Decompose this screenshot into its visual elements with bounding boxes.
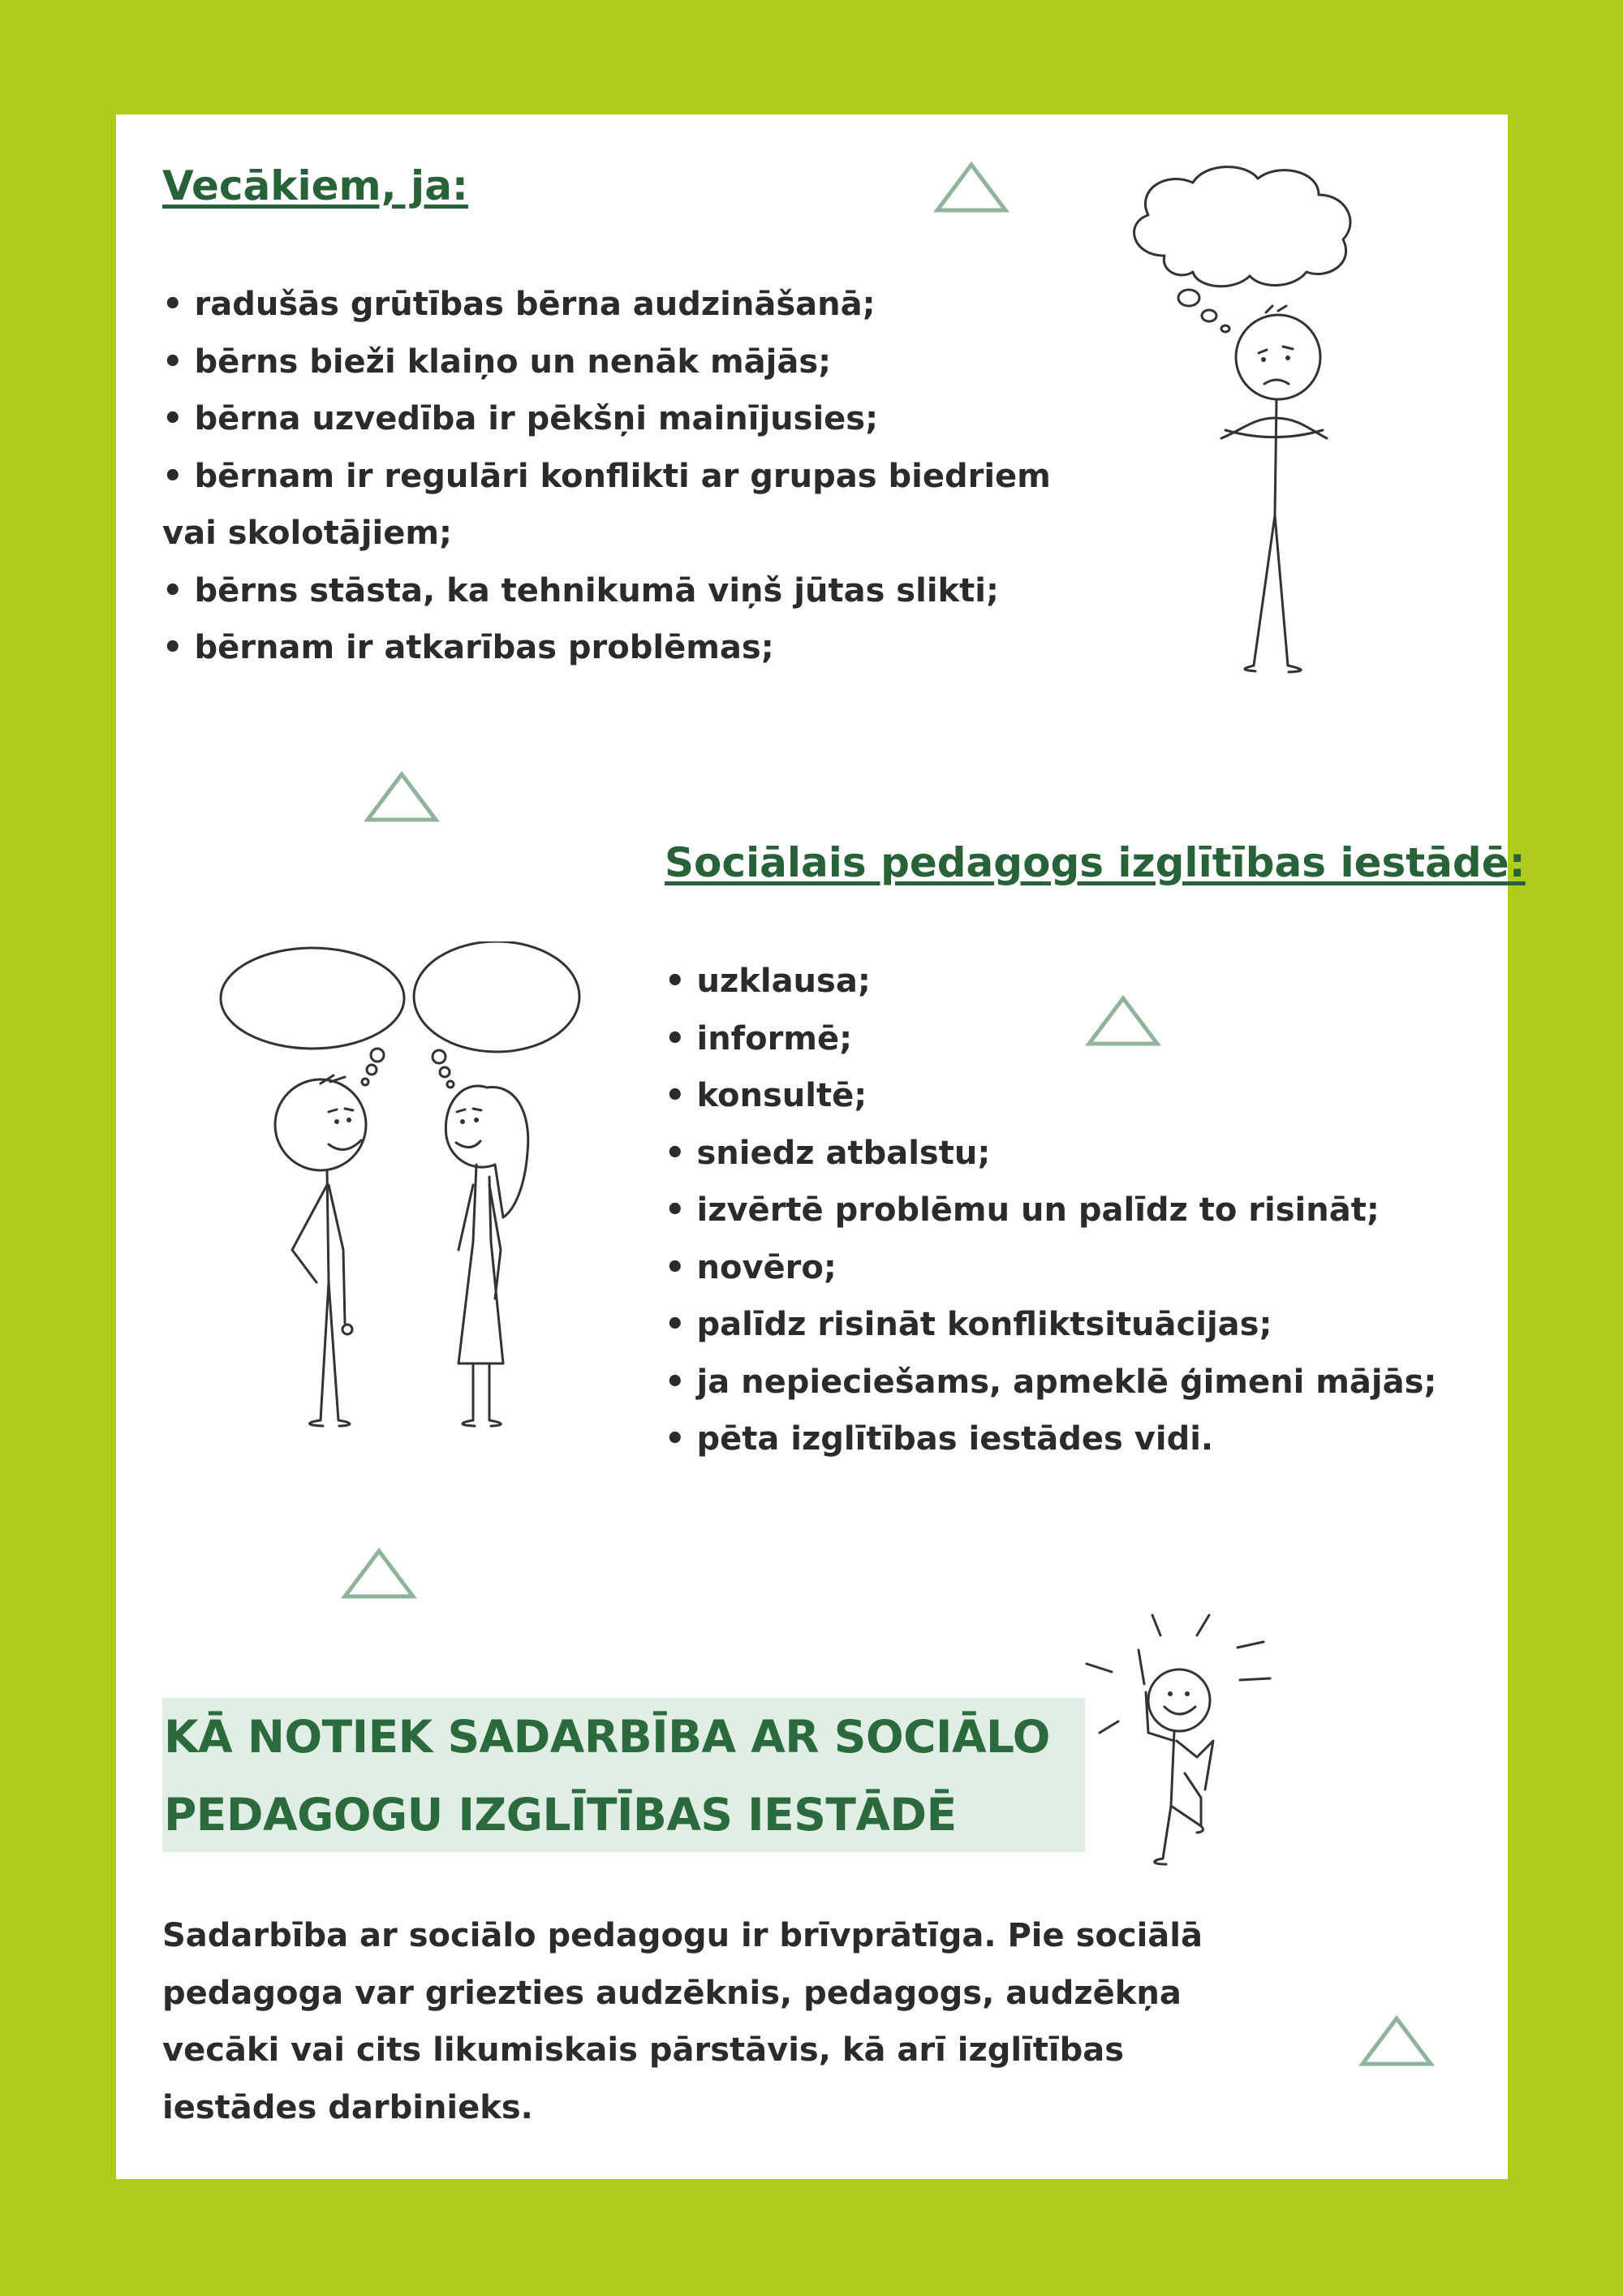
cooperation-paragraph bbox=[162, 1907, 1203, 2136]
social-pedagogue-heading: Sociālais pedagogs izglītības iestādē: bbox=[665, 839, 1526, 886]
list-item: • ja nepieciešams, apmeklē ģimeni mājās; bbox=[665, 1363, 1437, 1401]
happy-stick-figure-icon bbox=[1083, 1611, 1278, 1895]
list-item: • palīdz risināt konfliktsituācijas; bbox=[665, 1306, 1272, 1343]
list-item: • bērna uzvedība ir pēkšņi mainījusies; bbox=[162, 400, 879, 437]
cooperation-title-line: PEDAGOGU IZGLĪTĪBAS IESTĀDĒ bbox=[164, 1789, 957, 1841]
list-item: • konsultē; bbox=[665, 1077, 867, 1114]
list-item: • bērnam ir regulāri konflikti ar grupas biedriem bbox=[162, 457, 1051, 495]
list-item: • informē; bbox=[665, 1019, 853, 1058]
parents-heading: Vecākiem, ja: bbox=[162, 162, 468, 209]
thinking-stick-figure-icon bbox=[1116, 158, 1375, 686]
list-item: vai skolotājiem; bbox=[162, 515, 453, 552]
list-item: • pēta izglītības iestādes vidi. bbox=[665, 1420, 1214, 1458]
paragraph-line: pedagoga var griezties audzēknis, pedagogs, audzēkņa bbox=[162, 1974, 1182, 2012]
triangle-icon bbox=[1358, 2014, 1435, 2068]
cooperation-title bbox=[162, 1698, 1085, 1852]
triangle-icon bbox=[341, 1547, 417, 1600]
talking-stick-figures-icon bbox=[215, 941, 596, 1437]
list-item: • novēro; bbox=[665, 1248, 837, 1286]
triangle-icon bbox=[933, 161, 1010, 214]
social-pedagogue-list bbox=[665, 953, 1436, 1468]
cooperation-title-line: KĀ NOTIEK SADARBĪBA AR SOCIĀLO bbox=[164, 1711, 1050, 1763]
paragraph-line: iestādes darbinieks. bbox=[162, 2088, 533, 2126]
triangle-icon bbox=[364, 770, 440, 824]
list-item: • sniedz atbalstu; bbox=[665, 1134, 991, 1172]
list-item: • bērns stāsta, ka tehnikumā viņš jūtas slikti; bbox=[162, 571, 999, 610]
paragraph-line: vecāki vai cits likumiskais pārstāvis, kā arī izglītības bbox=[162, 2031, 1125, 2069]
parents-list bbox=[162, 276, 1051, 677]
list-item: • bērnam ir atkarības problēmas; bbox=[162, 629, 774, 666]
list-item: • radušās grūtības bērna audzināšanā; bbox=[162, 286, 876, 323]
list-item: • uzklausa; bbox=[665, 963, 871, 1000]
paragraph-line: Sadarbība ar sociālo pedagogu ir brīvprātīga. Pie sociālā bbox=[162, 1917, 1203, 1954]
list-item: • izvērtē problēmu un palīdz to risināt; bbox=[665, 1191, 1380, 1229]
list-item: • bērns bieži klaiņo un nenāk mājās; bbox=[162, 342, 832, 381]
